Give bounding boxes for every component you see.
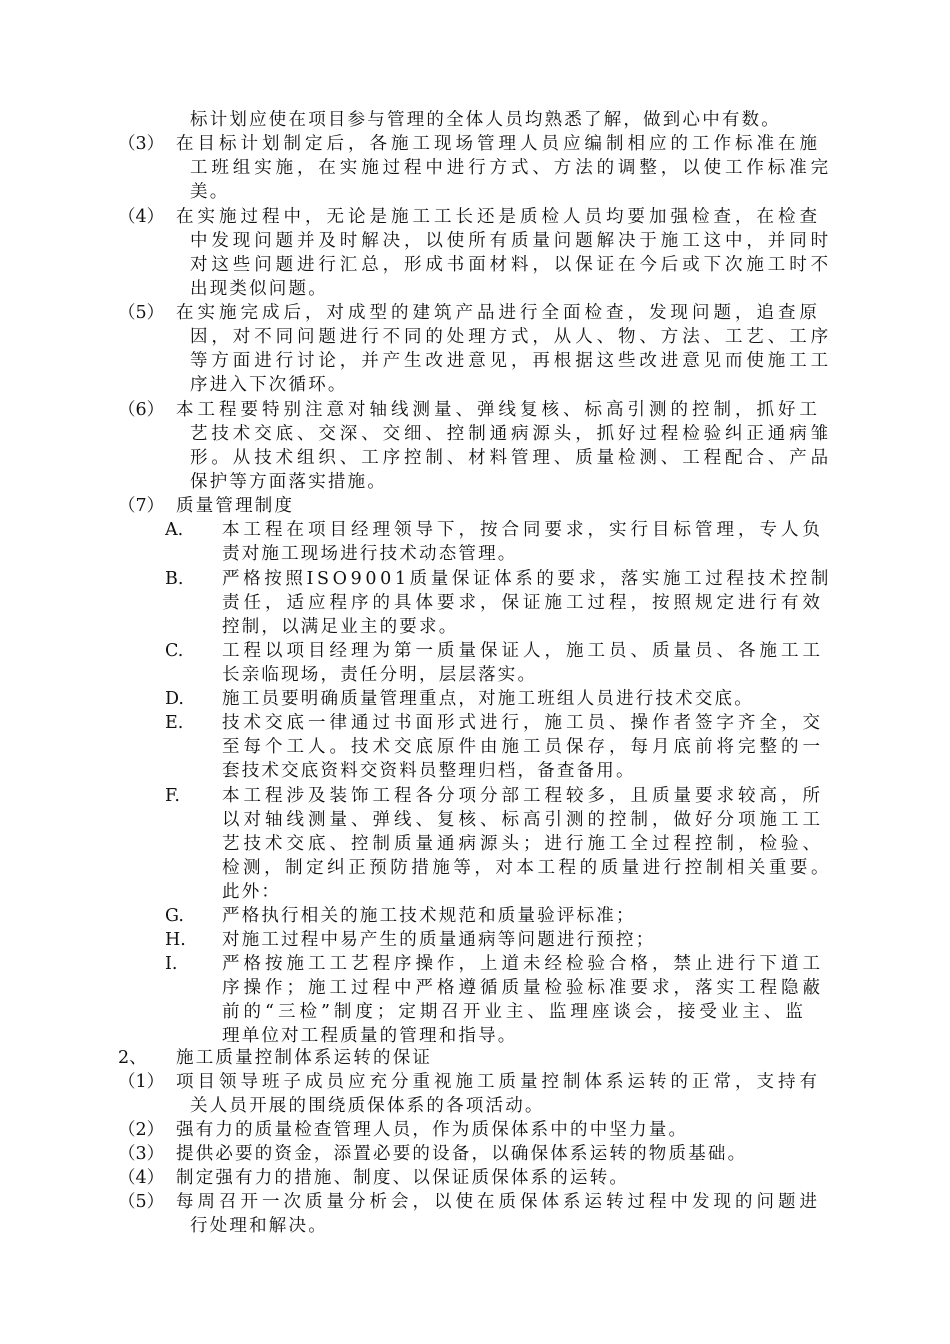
item-3-line: 美。: [190, 182, 230, 202]
item-4-line: 在实施过程中，无论是施工工长还是质检人员均要加强检查，在检查: [176, 207, 821, 227]
s2-item-2-label: （2）: [118, 1120, 165, 1140]
item-3-line: 在目标计划制定后，各施工现场管理人员应编制相应的工作标准在施: [176, 134, 821, 154]
item-3-label: （3）: [118, 134, 165, 154]
item-5-line: 序进入下次循环。: [190, 375, 348, 395]
subitem-a-label: A.: [165, 520, 184, 540]
item-5-line: 在实施完成后，对成型的建筑产品进行全面检查，发现问题，追查原: [176, 303, 821, 323]
subitem-d-label: D.: [165, 689, 184, 709]
section-2-number: 2、: [118, 1048, 147, 1068]
subitem-i-line: 严格按施工工艺程序操作，上道未经检验合格，禁止进行下道工: [222, 954, 824, 974]
item-3-line: 工班组实施，在实施过程中进行方式、方法的调整，以使工作标准完: [190, 158, 832, 178]
subitem-f-line: 检测，制定纠正预防措施等，对本工程的质量进行控制相关重要。: [222, 858, 832, 878]
s2-item-5-label: （5）: [118, 1192, 165, 1212]
s2-item-4-label: （4）: [118, 1168, 165, 1188]
subitem-b-line: 责任，适应程序的具体要求，保证施工过程，按照规定进行有效: [222, 593, 824, 613]
subitem-h-label: H.: [165, 930, 186, 950]
subitem-h-line: 对施工过程中易产生的质量通病等问题进行预控；: [222, 930, 656, 950]
item-4-line: 对这些问题进行汇总，形成书面材料，以保证在今后或下次施工时不: [190, 255, 832, 275]
s2-item-5-line: 行处理和解决。: [190, 1216, 328, 1236]
item-6-line: 本工程要特别注意对轴线测量、弹线复核、标高引测的控制，抓好工: [176, 400, 821, 420]
subitem-f-label: F.: [165, 786, 180, 806]
subitem-f-line: 本工程涉及装饰工程各分项分部工程较多，且质量要求较高，所: [222, 786, 824, 806]
subitem-f-line: 艺技术交底、控制质量通病源头；进行施工全过程控制，检验、: [222, 834, 824, 854]
subitem-e-label: E.: [165, 713, 184, 733]
s2-item-1-label: （1）: [118, 1072, 165, 1092]
s2-item-1-line: 关人员开展的围绕质保体系的各项活动。: [190, 1096, 545, 1116]
subitem-f-line: 此外：: [222, 882, 282, 902]
item-5-line: 等方面进行讨论，并产生改进意见，再根据这些改进意见而使施工工: [190, 351, 832, 371]
item-4-line: 中发现问题并及时解决，以使所有质量问题解决于施工这中，并同时: [190, 231, 832, 251]
subitem-g-label: G.: [165, 906, 184, 926]
s2-item-5-line: 每周召开一次质量分析会，以使在质保体系运转过程中发现的问题进: [176, 1192, 821, 1212]
subitem-e-line: 套技术交底资料交资料员整理归档，备查备用。: [222, 761, 636, 781]
section-2-title: 施工质量控制体系运转的保证: [176, 1048, 433, 1068]
subitem-i-line: 序操作；施工过程中严格遵循质量检验标准要求，落实工程隐蔽: [222, 978, 824, 998]
subitem-i-line: 理单位对工程质量的管理和指导。: [222, 1026, 518, 1046]
item-7-line: 质量管理制度: [176, 496, 295, 516]
item-4-line: 出现类似问题。: [190, 279, 328, 299]
s2-item-2-line: 强有力的质量检查管理人员，作为质保体系中的中坚力量。: [176, 1120, 689, 1140]
s2-item-3-label: （3）: [118, 1144, 165, 1164]
item-7-label: （7）: [118, 496, 165, 516]
subitem-c-label: C.: [165, 641, 184, 661]
subitem-c-line: 工程以项目经理为第一质量保证人，施工员、质量员、各施工工: [222, 641, 824, 661]
item-5-label: （5）: [118, 303, 165, 323]
item-6-line: 艺技术交底、交深、交细、控制通病源头，抓好过程检验纠正通病雏: [190, 424, 832, 444]
item-6-line: 保护等方面落实措施。: [190, 472, 387, 492]
subitem-b-label: B.: [165, 569, 184, 589]
subitem-a-line: 责对施工现场进行技术动态管理。: [222, 544, 518, 564]
subitem-b-line: 严格按照ISO9001质量保证体系的要求，落实施工过程技术控制: [222, 569, 832, 589]
subitem-d-line: 施工员要明确质量管理重点，对施工班组人员进行技术交底。: [222, 689, 754, 709]
subitem-i-label: I.: [165, 954, 178, 974]
subitem-c-line: 长亲临现场，责任分明，层层落实。: [222, 665, 538, 685]
subitem-e-line: 技术交底一律通过书面形式进行，施工员、操作者签字齐全，交: [222, 713, 824, 733]
continuation-line: 标计划应使在项目参与管理的全体人员均熟悉了解，做到心中有数。: [190, 110, 781, 130]
subitem-b-line: 控制，以满足业主的要求。: [222, 617, 459, 637]
subitem-f-line: 以对轴线测量、弹线、复核、标高引测的控制，做好分项施工工: [222, 810, 824, 830]
s2-item-4-line: 制定强有力的措施、制度、以保证质保体系的运转。: [176, 1168, 630, 1188]
subitem-i-line: 前的“三检”制度；定期召开业主、监理座谈会，接受业主、监: [222, 1002, 807, 1022]
subitem-e-line: 至每个工人。技术交底原件由施工员保存，每月底前将完整的一: [222, 737, 824, 757]
item-6-line: 形。从技术组织、工序控制、材料管理、质量检测、工程配合、产品: [190, 448, 832, 468]
item-4-label: （4）: [118, 207, 165, 227]
item-6-label: （6）: [118, 400, 165, 420]
subitem-a-line: 本工程在项目经理领导下，按合同要求，实行目标管理，专人负: [222, 520, 824, 540]
s2-item-3-line: 提供必要的资金，添置必要的设备，以确保体系运转的物质基础。: [176, 1144, 748, 1164]
item-5-line: 因，对不同问题进行不同的处理方式，从人、物、方法、工艺、工序: [190, 327, 832, 347]
s2-item-1-line: 项目领导班子成员应充分重视施工质量控制体系运转的正常，支持有: [176, 1072, 821, 1092]
subitem-g-line: 严格执行相关的施工技术规范和质量验评标准；: [222, 906, 636, 926]
